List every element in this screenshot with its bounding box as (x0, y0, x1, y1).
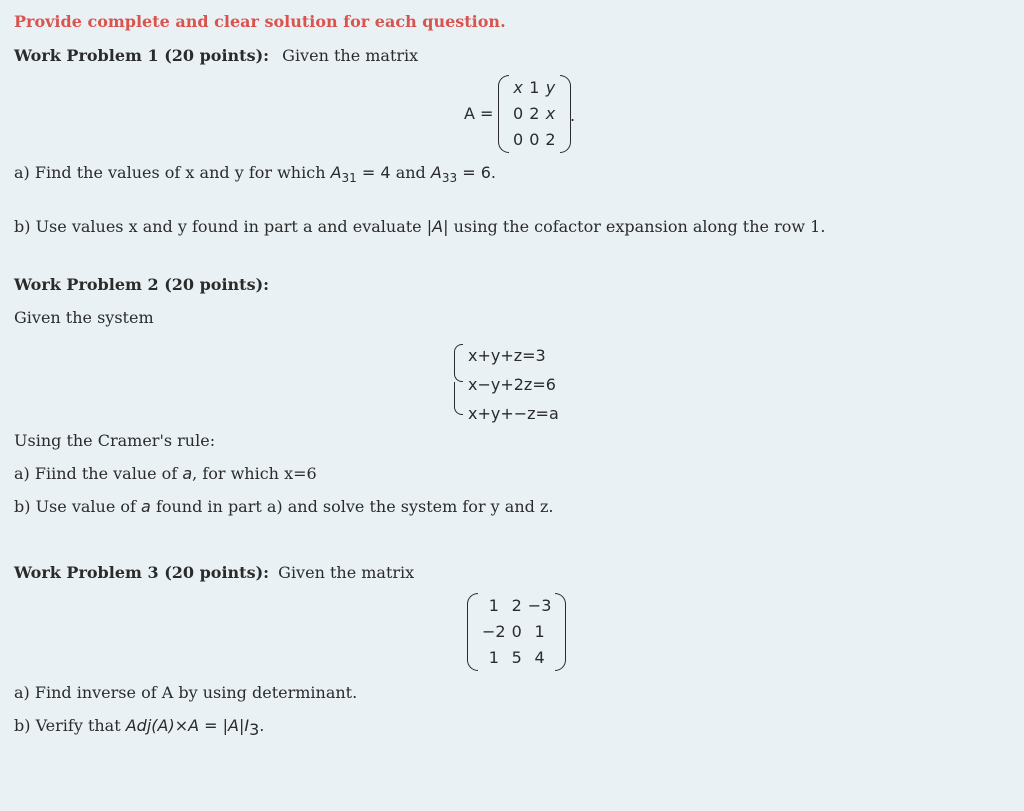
problem-1-part-a (14, 163, 496, 185)
a31-symbol: A (330, 163, 342, 182)
problem-1-intro: Given the matrix (282, 46, 419, 65)
formula-period: . (259, 716, 265, 735)
matrix-3-cell: 0 (511, 622, 522, 641)
problem-1-part-b-text: b) Use values x and y found in part a and evaluate (14, 217, 422, 236)
matrix-3-cell: −2 (482, 622, 506, 641)
problem-2-intro: Given the system (14, 308, 154, 327)
problem-2-part-b-text: b) Use value of (14, 497, 136, 516)
matrix-3-cell: 5 (511, 648, 522, 667)
problem-2-part-a-text-end: , for which x=6 (192, 464, 317, 483)
matrix-3-cell: 2 (511, 596, 522, 615)
matrix-3-cell: 1 (488, 648, 499, 667)
identity-subscript: 3 (249, 720, 260, 739)
determinant-a: |A| (426, 217, 449, 236)
matrix-a-cell: 1 (529, 78, 540, 97)
matrix-3-cell: −3 (527, 596, 552, 615)
matrix-a-cell: y (545, 78, 556, 97)
matrix-a-cell: 2 (545, 130, 556, 149)
instruction-text: Provide complete and clear solution for each question. (14, 12, 506, 31)
matrix-a-cell: x (545, 104, 556, 123)
problem-3-header (14, 563, 414, 582)
matrix-3-cell: 1 (534, 622, 545, 641)
problem-1-part-a-text: a) Find the values of x and y for which (14, 163, 326, 182)
matrix-a-cell: 0 (513, 130, 524, 149)
variable-a: a (182, 464, 193, 483)
problem-3-part-a: a) Find inverse of A by using determinant. (14, 683, 358, 702)
problem-1-heading: Work Problem 1 (20 points): (14, 46, 270, 65)
matrix-a-label: A = (464, 104, 494, 123)
matrix-3-cell: 4 (534, 648, 545, 667)
problem-3-heading: Work Problem 3 (20 points): (14, 563, 270, 582)
matrix-a (498, 75, 571, 153)
problem-3-part-b-text: b) Verify that (14, 716, 121, 735)
problem-2-part-b (14, 497, 553, 516)
problem-1-part-b-text-end: using the cofactor expansion along the row 1. (453, 217, 826, 236)
problem-3-part-b (14, 716, 264, 739)
and-word: and (395, 163, 426, 182)
problem-2-part-a-text: a) Fiind the value of (14, 464, 178, 483)
problem-2-part-a (14, 464, 317, 483)
matrix-a-cell: x (513, 78, 523, 97)
equation-2: x−y+2z=6 (468, 375, 556, 394)
matrix-a-period: . (570, 106, 576, 125)
equation-system (454, 340, 561, 429)
a31-subscript: 31 (341, 171, 357, 185)
problem-2-heading: Work Problem 2 (20 points): (14, 275, 270, 294)
a33-symbol: A (430, 163, 442, 182)
a31-value: = 4 (361, 163, 391, 182)
matrix-a-cell: 0 (513, 104, 524, 123)
matrix-3 (467, 593, 566, 671)
equation-3: x+y+−z=a (468, 404, 559, 423)
problem-1-part-b (14, 217, 825, 236)
a33-value: = 6. (462, 163, 496, 182)
a33-subscript: 33 (441, 171, 458, 185)
equation-1: x+y+z=3 (468, 346, 546, 365)
adjugate-formula: Adj(A)×A = |A|I (125, 716, 250, 735)
problem-3-intro: Given the matrix (278, 563, 415, 582)
variable-a: a (141, 497, 151, 516)
problem-2-part-b-text-end: found in part a) and solve the system for y and z. (155, 497, 554, 516)
matrix-3-cell: 1 (488, 596, 499, 615)
problem-1-header (14, 46, 418, 65)
matrix-a-cell: 0 (529, 130, 540, 149)
matrix-a-cell: 2 (529, 104, 540, 123)
cramer-rule-text: Using the Cramer's rule: (14, 431, 216, 450)
